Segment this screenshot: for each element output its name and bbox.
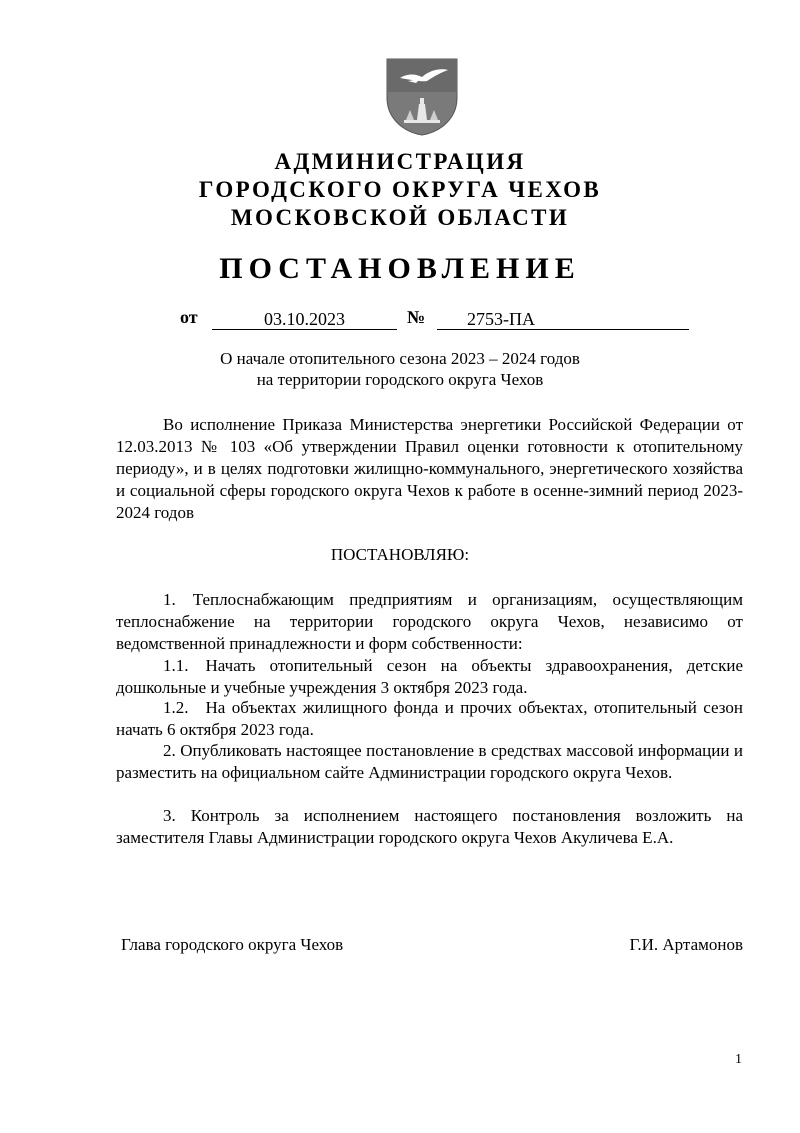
signatory-name: Г.И. Артамонов xyxy=(629,935,743,954)
clause-1: 1. Теплоснабжающим предприятиям и организациям, осуществляющим теплоснабжение на территории городского округа Чехов, независимо от ведомственной принадлежности и форм собственности: xyxy=(116,590,743,653)
issuer-line-1: АДМИНИСТРАЦИЯ xyxy=(274,149,526,174)
subject-line-1: О начале отопительного сезона 2023 – 2024 годов xyxy=(220,349,580,368)
chekhov-coat-of-arms-icon xyxy=(386,58,458,136)
signatory-position: Глава городского округа Чехов xyxy=(121,935,344,954)
page-number: 1 xyxy=(735,1052,742,1067)
clause-2: 2. Опубликовать настоящее постановление в средствах массовой информации и разместить на официальном сайте Администрации городского округа Чехов. xyxy=(116,741,743,782)
document-subject xyxy=(0,348,800,390)
preamble-paragraph: Во исполнение Приказа Министерства энергетики Российской Федерации от 12.03.2013 № 103 «Об утверждении Правил оценки готовности к отопительному периоду», и в целях подготовки жилищно-коммунального, энергетического хозяйства и социальной сферы городского округа Чехов к работе в осенне-зимний период 2023-2024 годов xyxy=(116,415,743,522)
date-label: от xyxy=(180,307,198,327)
number-label: № xyxy=(407,307,426,327)
issuer-line-2: ГОРОДСКОГО ОКРУГА ЧЕХОВ xyxy=(198,177,602,202)
clause-1-1: 1.1. Начать отопительный сезон на объекты здравоохранения, детские дошкольные и учебные учреждения 3 октября 2023 года. xyxy=(116,656,743,697)
subject-line-2: на территории городского округа Чехов xyxy=(256,370,544,389)
resolve-heading: ПОСТАНОВЛЯЮ: xyxy=(330,545,470,564)
clause-3: 3. Контроль за исполнением настоящего постановления возложить на заместителя Главы Администрации городского округа Чехов Акуличева Е.А. xyxy=(116,806,743,847)
document-number: 2753-ПА xyxy=(437,309,689,330)
clause-1-2: 1.2. На объектах жилищного фонда и прочих объектах, отопительный сезон начать 6 октября 2023 года. xyxy=(116,698,743,739)
document-date: 03.10.2023 xyxy=(212,309,397,330)
document-title: ПОСТАНОВЛЕНИЕ xyxy=(219,252,581,285)
issuer-line-3: МОСКОВСКОЙ ОБЛАСТИ xyxy=(230,205,570,230)
